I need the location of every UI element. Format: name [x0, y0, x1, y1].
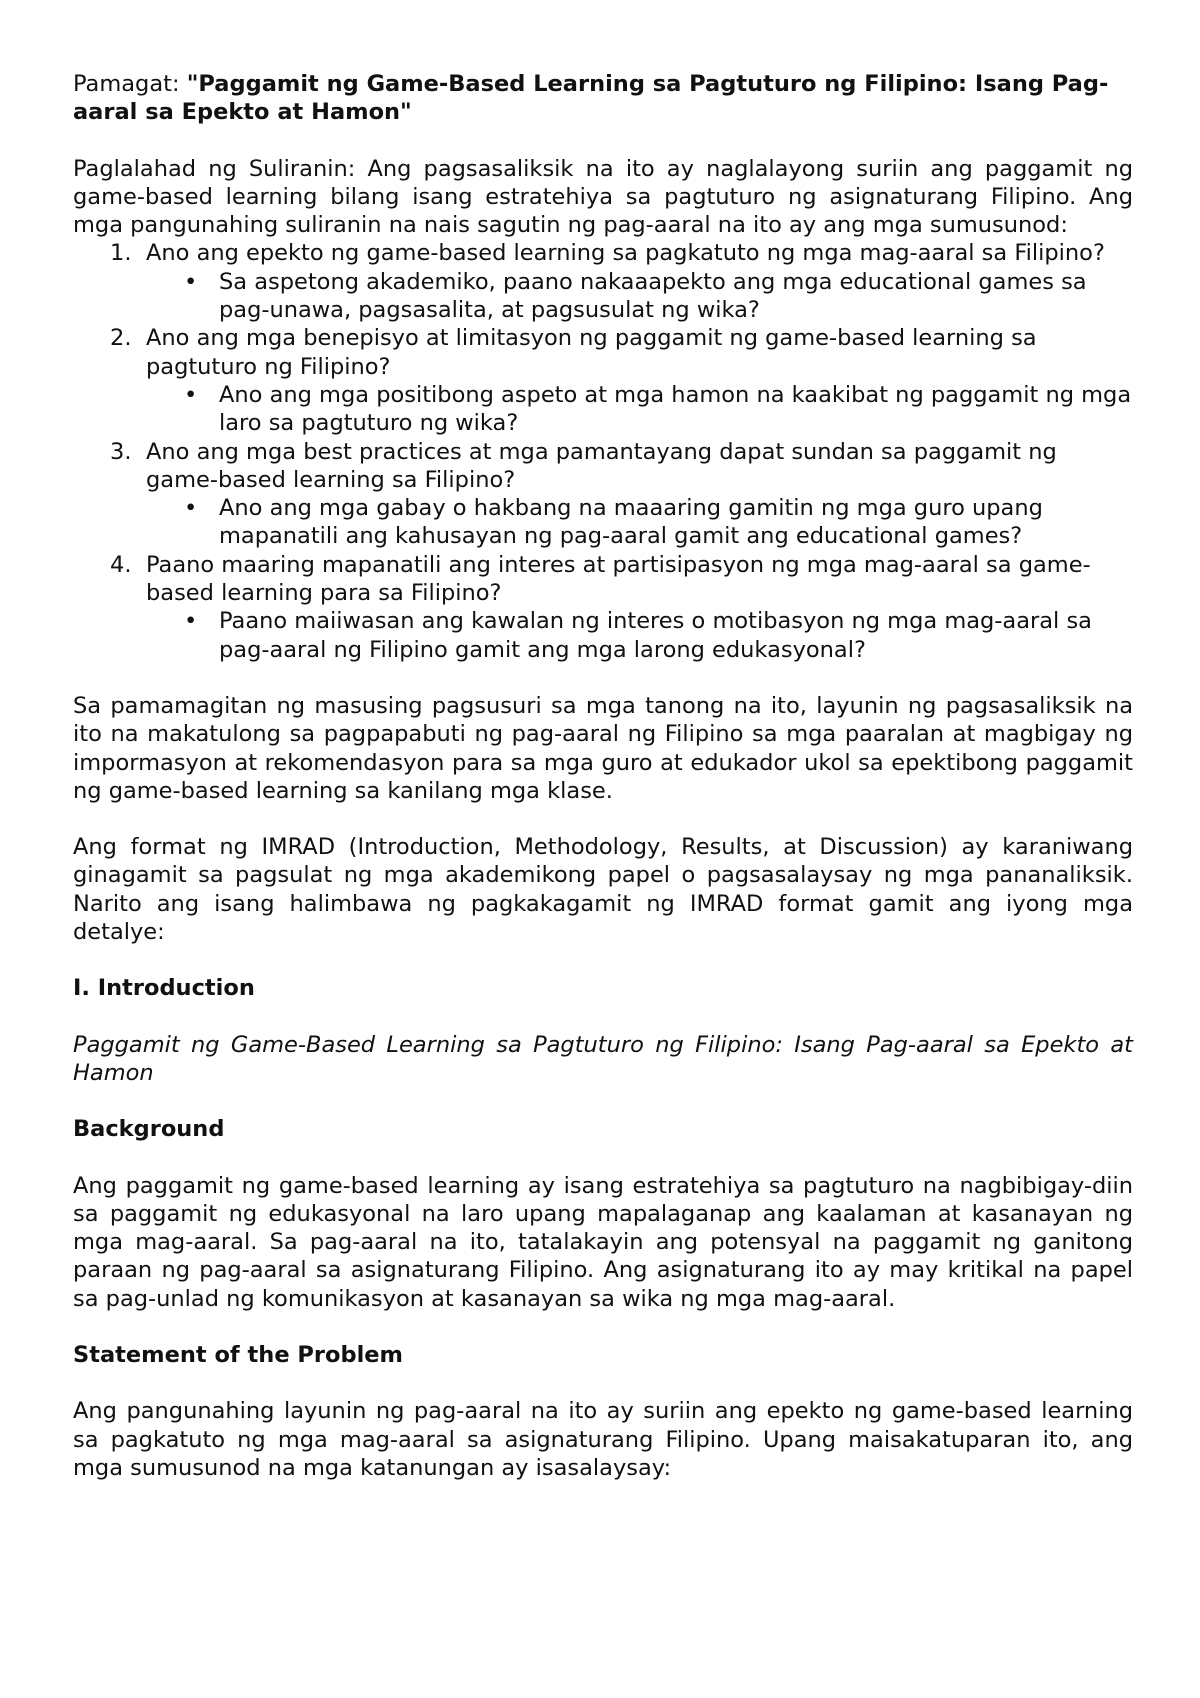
sub-list-item-text: Ano ang mga gabay o hakbang na maaaring gamitin ng mga guro upang mapanatili ang kahusayan ng pag-aaral gamit ang educational games? — [219, 495, 1043, 550]
document-title — [73, 70, 1133, 127]
sub-list-item-text: Ano ang mga positibong aspeto at mga hamon na kaakibat ng paggamit ng mga laro sa pagtuturo ng wika? — [219, 381, 1132, 437]
section-heading-statement: Statement of the Problem — [73, 1341, 403, 1368]
bullet-icon: • — [184, 495, 198, 522]
list-number: 3. — [110, 438, 132, 465]
section-heading-background: Background — [73, 1116, 225, 1143]
bullet-icon: • — [184, 608, 198, 635]
list-item — [73, 438, 1133, 551]
section-heading-introduction: I. Introduction — [73, 975, 255, 1002]
sub-list-item — [73, 607, 1133, 664]
goal-paragraph: Sa pamamagitan ng masusing pagsusuri sa mga tanong na ito, layunin ng pagsasaliksik na ito na makatulong sa pagpapabuti ng pag-aaral ng Filipino sa mga paaralan at magbigay ng impormasyon at rekomendasyon para sa mga guro at edukador ukol sa epektibong paggamit ng game-based learning sa kanilang mga klase. — [73, 692, 1133, 804]
list-item-text: Ano ang epekto ng game-based learning sa pagkatuto ng mga mag-aaral sa Filipino? — [146, 240, 1105, 267]
imrad-paragraph: Ang format ng IMRAD (Introduction, Methodology, Results, at Discussion) ay karaniwang ginagamit sa pagsulat ng mga akademikong papel o pagsasalaysay ng mga pananaliksik. Narito ang isang halimbawa ng pagkakagamit ng IMRAD format gamit ang iyong mga detalye: — [73, 834, 1133, 946]
list-item-text: Ano ang mga benepisyo at limitasyon ng paggamit ng game-based learning sa pagtuturo ng Filipino? — [146, 325, 1037, 380]
sub-list-item — [73, 268, 1133, 325]
title-text: "Paggamit ng Game-Based Learning sa Pagtuturo ng Filipino: Isang Pag-aaral sa Epekto at Hamon" — [73, 71, 1109, 126]
title-label: Pamagat: — [73, 71, 187, 97]
sub-list-item-text: Sa aspetong akademiko, paano nakaaapekto ang mga educational games sa pag-unawa, pagsasalita, at pagsusulat ng wika? — [219, 268, 1087, 324]
list-item-text: Paano maaring mapanatili ang interes at partisipasyon ng mga mag-aaral sa game-based learning para sa Filipino? — [146, 551, 1091, 607]
list-number: 2. — [110, 325, 132, 352]
sub-list-item — [73, 494, 1133, 551]
problem-intro: Paglalahad ng Suliranin: Ang pagsasaliksik na ito ay naglalayong suriin ang paggamit ng game-based learning bilang isang estratehiya sa pagtuturo ng asignaturang Filipino. Ang mga pangunahing suliranin na nais sagutin ng pag-aaral na ito ay ang mga sumusunod: — [73, 155, 1133, 239]
problem-list — [73, 239, 1133, 663]
statement-paragraph: Ang pangunahing layunin ng pag-aaral na ito ay suriin ang epekto ng game-based learning sa pagkatuto ng mga mag-aaral sa asignaturang Filipino. Upang maisakatuparan ito, ang mga sumusunod na mga katanungan ay isasalaysay: — [73, 1398, 1133, 1481]
document-page — [73, 70, 1133, 1482]
sub-list — [146, 494, 1133, 551]
list-item — [73, 239, 1133, 324]
sub-list-item — [73, 381, 1133, 438]
background-paragraph: Ang paggamit ng game-based learning ay isang estratehiya sa pagtuturo na nagbibigay-diin sa paggamit ng edukasyonal na laro upang mapalaganap ang kaalaman at kasanayan ng mga mag-aaral. Sa pag-aaral na ito, tatalakayin ang potensyal na paggamit ng ganitong paraan ng pag-aaral sa asignaturang Filipino. Ang asignaturang ito ay may kritikal na papel sa pag-unlad ng komunikasyon at kasanayan sa wika ng mga mag-aaral. — [73, 1172, 1133, 1312]
sub-list — [146, 607, 1133, 664]
list-number: 1. — [110, 240, 132, 267]
list-number: 4. — [110, 551, 132, 578]
list-item — [73, 551, 1133, 664]
introduction-subtitle: Paggamit ng Game-Based Learning sa Pagtuturo ng Filipino: Isang Pag-aaral sa Epekto at Hamon — [73, 1031, 1133, 1086]
list-item-text: Ano ang mga best practices at mga pamantayang dapat sundan sa paggamit ng game-based learning sa Filipino? — [146, 438, 1057, 493]
sub-list — [146, 381, 1133, 438]
sub-list-item-text: Paano maiiwasan ang kawalan ng interes o motibasyon ng mga mag-aaral sa pag-aaral ng Filipino gamit ang mga larong edukasyonal? — [219, 608, 1092, 663]
bullet-icon: • — [184, 381, 198, 408]
bullet-icon: • — [184, 268, 198, 295]
list-item — [73, 324, 1133, 437]
sub-list — [146, 268, 1133, 325]
